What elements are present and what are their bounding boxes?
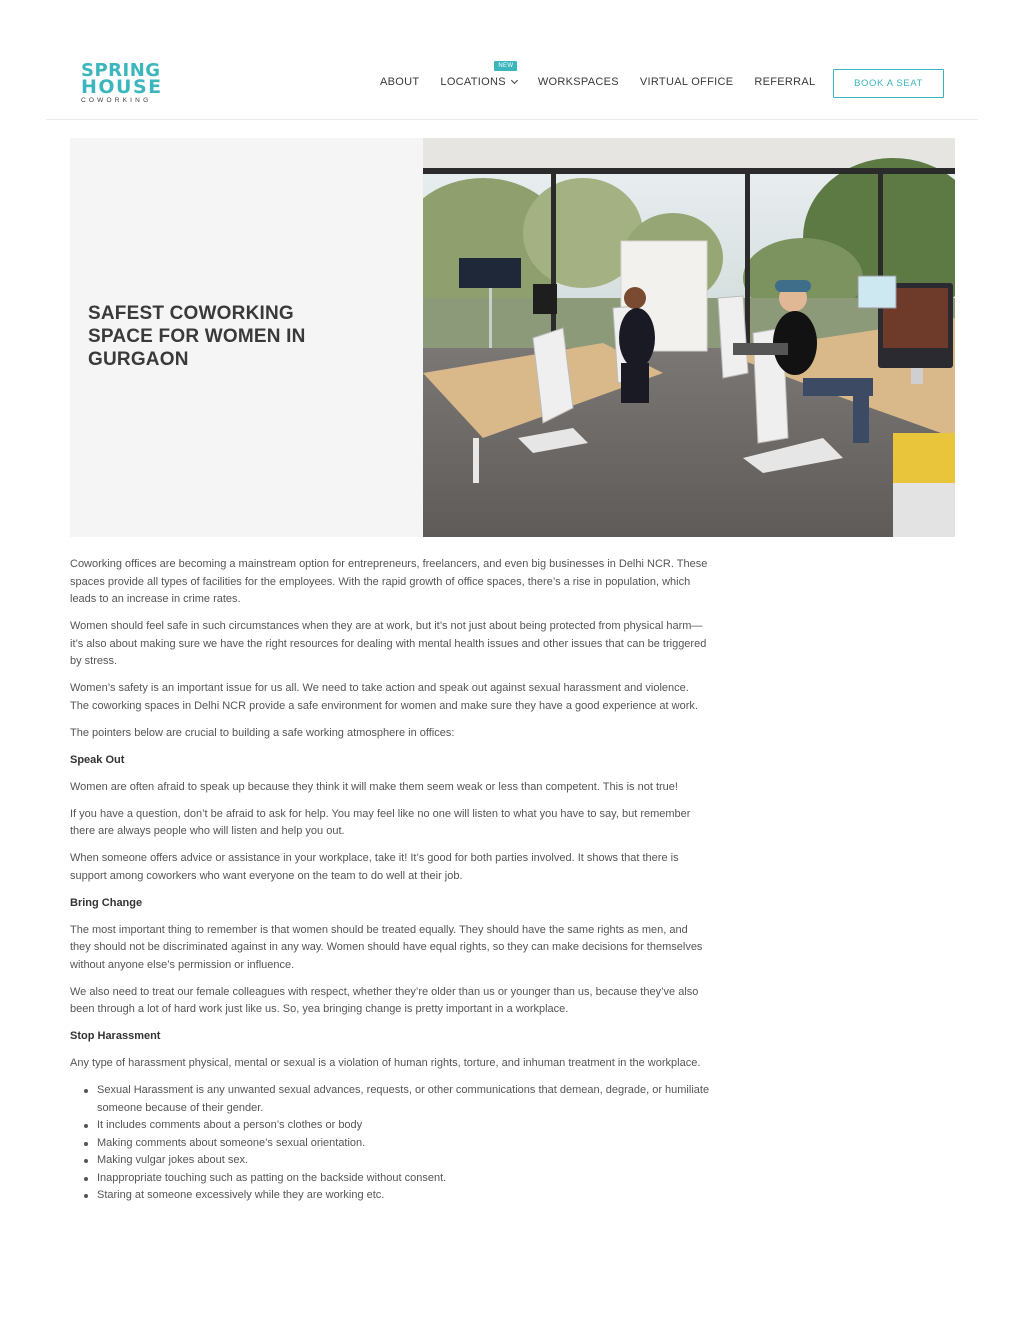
- nav-virtual-office[interactable]: [640, 76, 733, 88]
- chevron-down-icon: [511, 77, 518, 84]
- nav-workspaces[interactable]: [538, 76, 619, 88]
- new-badge: NEW: [494, 61, 517, 71]
- nav-workspaces-label: WORKSPACES: [537, 76, 619, 88]
- coworking-office-photo: [423, 138, 955, 537]
- article-body: [70, 556, 710, 1205]
- nav-locations-label: LOCATIONS: [440, 76, 506, 88]
- article-paragraph: The pointers below are crucial to building a safe working atmosphere in offices:: [70, 726, 455, 739]
- logo-tagline: COWORKING: [81, 97, 152, 104]
- harassment-list: [97, 1082, 710, 1205]
- nav-referral-label: REFERRAL: [754, 76, 816, 88]
- nav-locations[interactable]: [440, 63, 516, 88]
- hero-title-panel: [70, 138, 423, 537]
- logo-line-2: HOUSE: [81, 76, 163, 98]
- nav-virtual-office-label: VIRTUAL OFFICE: [639, 76, 734, 88]
- article-paragraph: When someone offers advice or assistance in your workplace, take it! It’s good for both parties involved. It shows that there is support among coworkers who want everyone on the team to do well at their job.: [70, 852, 679, 882]
- article-paragraph: Any type of harassment physical, mental or sexual is a violation of human rights, torture, and inhuman treatment in the workplace.: [70, 1057, 701, 1069]
- nav-about-label: ABOUT: [380, 76, 420, 88]
- section-heading-bring-change: Bring Change: [70, 896, 143, 909]
- list-item: Staring at someone excessively while they are working etc.: [97, 1187, 710, 1205]
- article-paragraph: The most important thing to remember is that women should be treated equally. They should have the same rights as men, and they should not be discriminated against in any way. Women should have equal rights, so they can make decisions for themselves without anyone else’s permission or influence.: [70, 923, 703, 971]
- list-item: It includes comments about a person’s clothes or body: [97, 1117, 710, 1135]
- list-item: Inappropriate touching such as patting on the backside without consent.: [97, 1170, 710, 1188]
- article-paragraph: Women’s safety is an important issue for us all. We need to take action and speak out against sexual harassment and violence. The coworking spaces in Delhi NCR provide a safe environment for women and make sure they have a good experience at work.: [70, 682, 698, 712]
- book-a-seat-button[interactable]: BOOK A SEAT: [833, 69, 944, 98]
- list-item: Sexual Harassment is any unwanted sexual advances, requests, or other communications that demean, degrade, or humiliate someone because of their gender.: [97, 1082, 710, 1117]
- hero-image: [423, 138, 955, 537]
- article-paragraph: Women are often afraid to speak up because they think it will make them seem weak or less than competent. This is not true!: [70, 780, 678, 793]
- page-title: SAFEST COWORKING SPACE FOR WOMEN IN GURGAON: [88, 303, 306, 370]
- article-paragraph: If you have a question, don’t be afraid to ask for help. You may feel like no one will listen to what you have to say, but remember there are always people who will listen and help you out.: [70, 807, 691, 837]
- article-paragraph: Coworking offices are becoming a mainstream option for entrepreneurs, freelancers, and even big businesses in Delhi NCR. These spaces provide all types of facilities for the employees. With the rapid growth of office spaces, there’s a rise in population, which leads to an increase in crime rates.: [70, 558, 708, 605]
- nav-about[interactable]: [380, 76, 419, 88]
- nav-referral[interactable]: [754, 76, 815, 88]
- section-heading-speak-out: Speak Out: [70, 753, 125, 766]
- list-item: Making comments about someone’s sexual orientation.: [97, 1135, 710, 1153]
- list-item: Making vulgar jokes about sex.: [97, 1152, 710, 1170]
- article-paragraph: Women should feel safe in such circumstances when they are at work, but it’s not just about being protected from physical harm—it’s also about making sure we have the right resources for dealing with mental health issues and other issues that can be triggered by stress.: [70, 620, 707, 667]
- logo-line-1: SPRING: [81, 60, 161, 81]
- article-paragraph: We also need to treat our female colleagues with respect, whether they’re older than us or younger than us, because they’ve also been through a lot of hard work just like us. So, yea bringing change is pretty important in a workplace.: [70, 985, 699, 1015]
- main-nav: [380, 63, 836, 88]
- section-heading-stop-harassment: Stop Harassment: [70, 1030, 161, 1042]
- site-header: [46, 40, 978, 120]
- logo[interactable]: [81, 62, 161, 106]
